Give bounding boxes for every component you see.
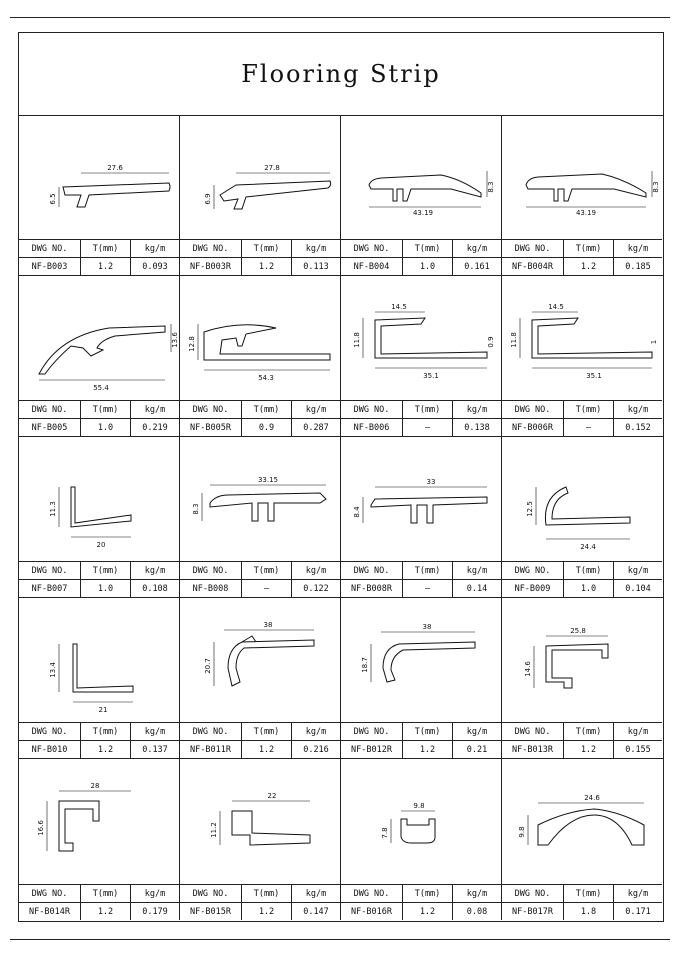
profile-drawing bbox=[502, 759, 663, 884]
dwg-header: DWG NO. bbox=[341, 561, 403, 579]
dimension-label: 25.8 bbox=[570, 627, 586, 635]
spec-table bbox=[180, 561, 340, 597]
dwg-header: DWG NO. bbox=[341, 722, 403, 740]
thickness-value: 1.2 bbox=[242, 740, 292, 758]
dwg-header: DWG NO. bbox=[19, 239, 81, 257]
dwg-number: NF-B008R bbox=[341, 579, 403, 597]
dimension-label: 20.7 bbox=[204, 658, 212, 674]
product-cell bbox=[180, 276, 341, 437]
dimension-label: 11.8 bbox=[353, 332, 361, 348]
weight-value: 0.093 bbox=[131, 257, 179, 275]
dwg-number: NF-B012R bbox=[341, 740, 403, 758]
dwg-number: NF-B004R bbox=[502, 257, 564, 275]
thickness-value: 1.2 bbox=[403, 902, 453, 920]
thickness-value: 1.8 bbox=[564, 902, 614, 920]
thickness-value: – bbox=[403, 418, 453, 436]
weight-value: 0.14 bbox=[453, 579, 501, 597]
product-cell bbox=[180, 759, 341, 920]
thickness-value: 1.0 bbox=[403, 257, 453, 275]
kg-header: kg/m bbox=[453, 561, 501, 579]
spec-table bbox=[502, 722, 663, 758]
dwg-number: NF-B005R bbox=[180, 418, 242, 436]
dwg-number: NF-B006R bbox=[502, 418, 564, 436]
t-header: T(mm) bbox=[242, 400, 292, 418]
t-header: T(mm) bbox=[564, 400, 614, 418]
dimension-label: 14.6 bbox=[524, 661, 532, 677]
thickness-value: 1.2 bbox=[242, 902, 292, 920]
dwg-header: DWG NO. bbox=[502, 722, 564, 740]
profile-svg bbox=[341, 115, 501, 240]
spec-table bbox=[180, 239, 340, 275]
dimension-label: 14.5 bbox=[391, 303, 407, 311]
thickness-value: 1.0 bbox=[564, 579, 614, 597]
dimension-label: 12.8 bbox=[188, 336, 196, 352]
profile-drawing bbox=[19, 437, 179, 561]
dimension-label: 9.8 bbox=[413, 802, 425, 810]
spec-table bbox=[502, 239, 663, 275]
dimension-label: 8.3 bbox=[487, 181, 495, 193]
kg-header: kg/m bbox=[131, 400, 179, 418]
dwg-number: NF-B014R bbox=[19, 902, 81, 920]
weight-value: 0.171 bbox=[614, 902, 662, 920]
thickness-value: 0.9 bbox=[242, 418, 292, 436]
profile-drawing bbox=[341, 115, 501, 239]
profile-svg bbox=[180, 437, 340, 562]
spec-table bbox=[341, 561, 501, 597]
catalog-sheet bbox=[18, 32, 664, 922]
profile-svg bbox=[341, 759, 501, 884]
dimension-label: 24.4 bbox=[580, 543, 596, 551]
thickness-value: 1.2 bbox=[564, 257, 614, 275]
kg-header: kg/m bbox=[292, 884, 340, 902]
product-cell bbox=[19, 598, 180, 759]
dwg-number: NF-B003 bbox=[19, 257, 81, 275]
spec-table bbox=[341, 884, 501, 920]
weight-value: 0.21 bbox=[453, 740, 501, 758]
profile-svg bbox=[19, 598, 179, 723]
profile-drawing bbox=[180, 276, 340, 400]
dimension-label: 33 bbox=[426, 478, 436, 486]
dimension-label: 11.3 bbox=[49, 501, 57, 517]
dwg-header: DWG NO. bbox=[180, 561, 242, 579]
page-title: Flooring Strip bbox=[241, 60, 441, 88]
dwg-header: DWG NO. bbox=[502, 561, 564, 579]
dimension-label: 35.1 bbox=[586, 372, 602, 380]
kg-header: kg/m bbox=[131, 239, 179, 257]
t-header: T(mm) bbox=[81, 884, 131, 902]
profile-drawing bbox=[502, 598, 663, 722]
profile-svg bbox=[180, 759, 340, 884]
dwg-number: NF-B007 bbox=[19, 579, 81, 597]
dwg-number: NF-B017R bbox=[502, 902, 564, 920]
dwg-number: NF-B011R bbox=[180, 740, 242, 758]
dwg-header: DWG NO. bbox=[19, 561, 81, 579]
kg-header: kg/m bbox=[614, 884, 662, 902]
dwg-header: DWG NO. bbox=[341, 400, 403, 418]
profile-drawing bbox=[180, 759, 340, 884]
t-header: T(mm) bbox=[242, 561, 292, 579]
dwg-number: NF-B015R bbox=[180, 902, 242, 920]
thickness-value: 1.2 bbox=[403, 740, 453, 758]
profile-svg bbox=[502, 759, 662, 884]
dimension-label: 55.4 bbox=[93, 384, 109, 392]
dwg-number: NF-B009 bbox=[502, 579, 564, 597]
profile-drawing bbox=[19, 276, 179, 400]
thickness-value: – bbox=[564, 418, 614, 436]
kg-header: kg/m bbox=[453, 884, 501, 902]
dimension-label: 11.2 bbox=[210, 822, 218, 838]
dimension-label: 16.6 bbox=[37, 820, 45, 836]
dwg-header: DWG NO. bbox=[180, 722, 242, 740]
weight-value: 0.219 bbox=[131, 418, 179, 436]
t-header: T(mm) bbox=[403, 400, 453, 418]
product-cell bbox=[19, 437, 180, 598]
weight-value: 0.155 bbox=[614, 740, 662, 758]
dwg-header: DWG NO. bbox=[180, 884, 242, 902]
profile-svg bbox=[180, 598, 340, 723]
dimension-label: 54.3 bbox=[258, 374, 274, 382]
spec-table bbox=[341, 239, 501, 275]
thickness-value: 1.0 bbox=[81, 579, 131, 597]
profile-drawing bbox=[341, 437, 501, 561]
dimension-label: 8.4 bbox=[353, 506, 361, 518]
dimension-label: 13.4 bbox=[49, 662, 57, 678]
profile-svg bbox=[502, 276, 662, 401]
dwg-number: NF-B008 bbox=[180, 579, 242, 597]
weight-value: 0.216 bbox=[292, 740, 340, 758]
profile-svg bbox=[180, 115, 340, 240]
weight-value: 0.113 bbox=[292, 257, 340, 275]
profile-drawing bbox=[19, 598, 179, 722]
profile-drawing bbox=[502, 437, 663, 561]
dimension-label: 6.5 bbox=[49, 193, 57, 205]
spec-table bbox=[19, 400, 179, 436]
thickness-value: 1.2 bbox=[242, 257, 292, 275]
dimension-label: 43.19 bbox=[412, 209, 434, 217]
profile-drawing bbox=[180, 598, 340, 722]
t-header: T(mm) bbox=[81, 239, 131, 257]
dwg-header: DWG NO. bbox=[19, 722, 81, 740]
weight-value: 0.108 bbox=[131, 579, 179, 597]
dwg-header: DWG NO. bbox=[341, 884, 403, 902]
spec-table bbox=[19, 884, 179, 920]
dwg-header: DWG NO. bbox=[19, 400, 81, 418]
profile-drawing bbox=[180, 437, 340, 561]
thickness-value: 1.2 bbox=[81, 902, 131, 920]
profile-drawing bbox=[341, 598, 501, 722]
profile-svg bbox=[341, 437, 501, 562]
t-header: T(mm) bbox=[403, 561, 453, 579]
dimension-label: 0.9 bbox=[487, 336, 495, 348]
dwg-number: NF-B016R bbox=[341, 902, 403, 920]
thickness-value: 1.2 bbox=[564, 740, 614, 758]
product-cell bbox=[502, 759, 663, 920]
kg-header: kg/m bbox=[453, 722, 501, 740]
profile-drawing bbox=[341, 759, 501, 884]
t-header: T(mm) bbox=[403, 239, 453, 257]
thickness-value: – bbox=[242, 579, 292, 597]
dimension-label: 21 bbox=[98, 706, 108, 714]
dimension-label: 1 bbox=[650, 339, 658, 345]
thickness-value: 1.2 bbox=[81, 740, 131, 758]
dimension-label: 35.1 bbox=[423, 372, 439, 380]
product-cell bbox=[341, 598, 502, 759]
dimension-label: 7.8 bbox=[381, 827, 389, 839]
dimension-label: 27.6 bbox=[107, 164, 123, 172]
dimension-label: 14.5 bbox=[548, 303, 564, 311]
kg-header: kg/m bbox=[292, 400, 340, 418]
kg-header: kg/m bbox=[614, 239, 662, 257]
product-cell bbox=[19, 115, 180, 276]
kg-header: kg/m bbox=[614, 722, 662, 740]
spec-table bbox=[341, 400, 501, 436]
t-header: T(mm) bbox=[242, 884, 292, 902]
spec-table bbox=[180, 722, 340, 758]
spec-table bbox=[19, 722, 179, 758]
profile-svg bbox=[341, 598, 501, 723]
t-header: T(mm) bbox=[242, 239, 292, 257]
profile-svg bbox=[341, 276, 501, 401]
dimension-label: 28 bbox=[90, 782, 100, 790]
t-header: T(mm) bbox=[403, 722, 453, 740]
dimension-label: 6.9 bbox=[204, 193, 212, 205]
dimension-label: 8.3 bbox=[652, 181, 660, 193]
spec-table bbox=[19, 561, 179, 597]
spec-table bbox=[502, 400, 663, 436]
spec-table bbox=[502, 561, 663, 597]
kg-header: kg/m bbox=[614, 400, 662, 418]
product-cell bbox=[502, 437, 663, 598]
kg-header: kg/m bbox=[131, 722, 179, 740]
dimension-label: 24.6 bbox=[584, 794, 600, 802]
weight-value: 0.137 bbox=[131, 740, 179, 758]
profile-drawing bbox=[19, 759, 179, 884]
kg-header: kg/m bbox=[292, 722, 340, 740]
dimension-label: 38 bbox=[263, 621, 273, 629]
profile-svg bbox=[19, 759, 179, 884]
dwg-header: DWG NO. bbox=[502, 884, 564, 902]
dimension-label: 18.7 bbox=[361, 657, 369, 673]
weight-value: 0.08 bbox=[453, 902, 501, 920]
spec-table bbox=[19, 239, 179, 275]
bottom-rule bbox=[10, 939, 670, 940]
weight-value: 0.138 bbox=[453, 418, 501, 436]
weight-value: 0.185 bbox=[614, 257, 662, 275]
dimension-label: 22 bbox=[267, 792, 277, 800]
product-cell bbox=[19, 276, 180, 437]
profile-svg bbox=[502, 598, 662, 723]
dwg-header: DWG NO. bbox=[180, 400, 242, 418]
dimension-label: 20 bbox=[96, 541, 106, 549]
product-cell bbox=[341, 115, 502, 276]
weight-value: 0.179 bbox=[131, 902, 179, 920]
kg-header: kg/m bbox=[131, 884, 179, 902]
product-cell bbox=[180, 598, 341, 759]
spec-table bbox=[180, 884, 340, 920]
spec-table bbox=[180, 400, 340, 436]
product-cell bbox=[19, 759, 180, 920]
kg-header: kg/m bbox=[453, 400, 501, 418]
t-header: T(mm) bbox=[242, 722, 292, 740]
product-cell bbox=[341, 437, 502, 598]
t-header: T(mm) bbox=[81, 561, 131, 579]
spec-table bbox=[341, 722, 501, 758]
product-cell bbox=[180, 115, 341, 276]
weight-value: 0.122 bbox=[292, 579, 340, 597]
dimension-label: 27.8 bbox=[264, 164, 280, 172]
profile-drawing bbox=[180, 115, 340, 239]
thickness-value: – bbox=[403, 579, 453, 597]
dimension-label: 43.19 bbox=[575, 209, 597, 217]
thickness-value: 1.2 bbox=[81, 257, 131, 275]
weight-value: 0.161 bbox=[453, 257, 501, 275]
spec-table bbox=[502, 884, 663, 920]
dwg-header: DWG NO. bbox=[180, 239, 242, 257]
dwg-number: NF-B010 bbox=[19, 740, 81, 758]
profile-svg bbox=[19, 276, 179, 401]
kg-header: kg/m bbox=[292, 239, 340, 257]
kg-header: kg/m bbox=[292, 561, 340, 579]
title-box bbox=[19, 33, 663, 116]
dwg-number: NF-B006 bbox=[341, 418, 403, 436]
t-header: T(mm) bbox=[564, 722, 614, 740]
dwg-number: NF-B003R bbox=[180, 257, 242, 275]
profile-drawing bbox=[502, 276, 663, 400]
profile-svg bbox=[502, 437, 662, 562]
dwg-header: DWG NO. bbox=[502, 400, 564, 418]
weight-value: 0.104 bbox=[614, 579, 662, 597]
t-header: T(mm) bbox=[403, 884, 453, 902]
product-cell bbox=[502, 276, 663, 437]
profile-drawing bbox=[502, 115, 663, 239]
profile-svg bbox=[502, 115, 662, 240]
kg-header: kg/m bbox=[453, 239, 501, 257]
kg-header: kg/m bbox=[614, 561, 662, 579]
product-cell bbox=[502, 598, 663, 759]
dwg-number: NF-B004 bbox=[341, 257, 403, 275]
dimension-label: 33.15 bbox=[257, 476, 279, 484]
dimension-label: 11.8 bbox=[510, 332, 518, 348]
kg-header: kg/m bbox=[131, 561, 179, 579]
product-cell bbox=[180, 437, 341, 598]
dimension-label: 38 bbox=[422, 623, 432, 631]
product-grid bbox=[19, 115, 663, 920]
profile-svg bbox=[180, 276, 340, 401]
product-cell bbox=[502, 115, 663, 276]
dwg-header: DWG NO. bbox=[19, 884, 81, 902]
profile-svg bbox=[19, 437, 179, 562]
product-cell bbox=[341, 759, 502, 920]
dwg-header: DWG NO. bbox=[502, 239, 564, 257]
profile-svg bbox=[19, 115, 179, 240]
weight-value: 0.152 bbox=[614, 418, 662, 436]
dimension-label: 13.6 bbox=[171, 332, 179, 348]
dwg-header: DWG NO. bbox=[341, 239, 403, 257]
t-header: T(mm) bbox=[81, 400, 131, 418]
t-header: T(mm) bbox=[564, 884, 614, 902]
profile-drawing bbox=[341, 276, 501, 400]
top-rule bbox=[10, 17, 670, 18]
dwg-number: NF-B005 bbox=[19, 418, 81, 436]
weight-value: 0.147 bbox=[292, 902, 340, 920]
dwg-number: NF-B013R bbox=[502, 740, 564, 758]
t-header: T(mm) bbox=[564, 239, 614, 257]
t-header: T(mm) bbox=[564, 561, 614, 579]
profile-drawing bbox=[19, 115, 179, 239]
dimension-label: 8.3 bbox=[192, 503, 200, 515]
t-header: T(mm) bbox=[81, 722, 131, 740]
dimension-label: 9.8 bbox=[518, 826, 526, 838]
thickness-value: 1.0 bbox=[81, 418, 131, 436]
dimension-label: 12.5 bbox=[526, 501, 534, 517]
weight-value: 0.287 bbox=[292, 418, 340, 436]
product-cell bbox=[341, 276, 502, 437]
